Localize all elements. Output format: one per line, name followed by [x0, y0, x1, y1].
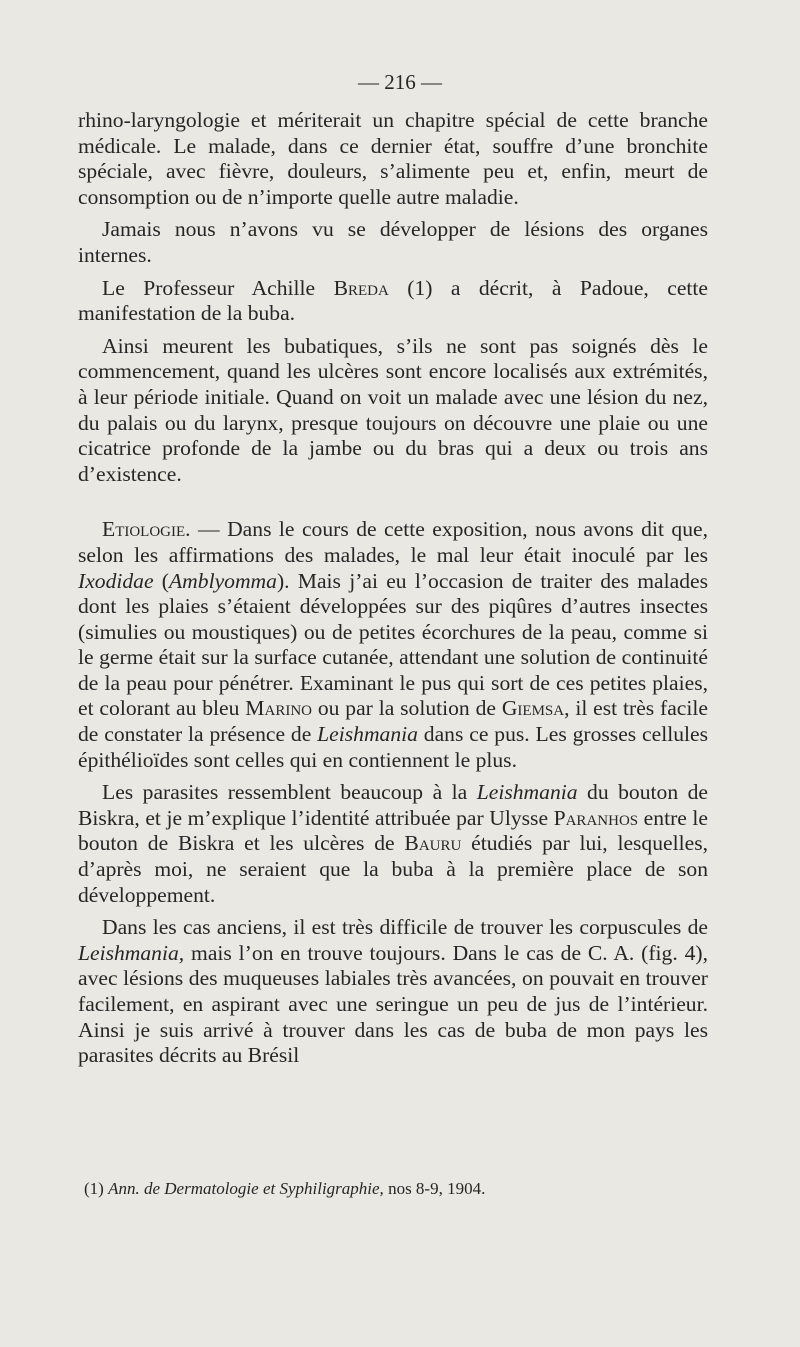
text-run: mais l’on en trouve toujours. Dans le cas de C. A. (fig. 4), avec lésions des muqueuses labiales très avancées, on pouvait en trouver facilement, en aspirant avec une seringue un peu de jus de l’intérieur. Ainsi je suis arrivé à trouver dans les cas de buba de mon pays les parasites décrits au Brésil — [78, 940, 708, 1068]
paragraph-1: rhino-laryngologie et mériterait un chapitre spécial de cette branche médicale. Le malade, dans ce dernier état, souffre d’une bronchite spéciale, avec fièvre, douleurs, s’alimente peu et, enfin, meurt de consomption ou de n’importe quelle autre maladie. — [78, 108, 708, 209]
paragraph-7 — [78, 915, 708, 1069]
italic-term: Ixodidae — [78, 568, 154, 593]
text-run: Le Professeur Achille — [102, 275, 334, 300]
footnote — [78, 1178, 714, 1200]
page-number: — 216 — — [358, 70, 442, 94]
footnote-marker: (1) — [84, 1179, 109, 1198]
proper-name-paranhos: Paranhos — [553, 805, 639, 830]
author-name-breda: Breda — [333, 275, 389, 300]
proper-name-marino: Marino — [245, 696, 312, 721]
text-run: entre le bouton de Biskra et les ulcères de — [78, 805, 708, 856]
text-run: du bouton de Biskra, et je m’explique l’identité attribuée par Ulysse — [78, 780, 708, 830]
text-run: Les parasites ressemblent beaucoup à la — [102, 780, 477, 805]
footnote-journal: Ann. de Dermatologie et Syphiligraphie, — [108, 1179, 384, 1198]
text-run: Dans les cas anciens, il est très difficile de trouver les corpuscules de — [102, 915, 708, 940]
footnote-reference: nos 8-9, 1904. — [383, 1179, 486, 1198]
section-heading-etiology: Etiologie. — [102, 517, 191, 542]
text-run: — Dans le cours de cette exposition, nous avons dit que, selon les affirmations des malades, le mal leur était inoculé par les — [78, 517, 708, 567]
proper-name-giemsa: Giemsa — [501, 696, 565, 721]
text-run: (1) a décrit, à Padoue, cette manifestation de la buba. — [78, 275, 708, 326]
paragraph-3 — [78, 276, 708, 327]
paragraph-2: Jamais nous n’avons vu se développer de lésions des organes internes. — [78, 217, 708, 267]
italic-term: Leishmania — [476, 780, 578, 805]
text-run: , il est très facile de constater la présence de — [78, 696, 708, 747]
paragraph-4: Ainsi meurent les bubatiques, s’ils ne sont pas soignés dès le commencement, quand les ulcères sont encore localisés aux extrémités, à leur période initiale. Quand on voit un malade avec une lésion du nez, du palais ou du larynx, presque toujours on découvre une plaie ou une cicatrice profonde de la jambe ou du bras qui a deux ou trois ans d’existence. — [78, 333, 708, 486]
paragraph-etiology — [78, 517, 708, 773]
text-run: dans ce pus. Les grosses cellules épithélioïdes sont celles qui en contiennent le plus. — [78, 722, 708, 772]
text-run: ou par la solution de — [312, 696, 502, 721]
italic-term: Amblyomma — [168, 568, 277, 593]
text-run: ). Mais j’ai eu l’occasion de traiter des malades dont les plaies s’étaient développées sur des piqûres d’autres insectes (simulies ou moustiques) ou de petites écorchures de la peau, comme si le germe était sur la surface cutanée, attendant une solution de continuité de la peau pour pénétrer. Examinant le pus qui sort de ces petites plaies, et colorant au bleu — [78, 568, 708, 721]
italic-term: Leishmania — [317, 722, 418, 747]
body-text — [78, 108, 708, 1076]
text-run: ( — [153, 568, 169, 593]
text-run: étudiés par lui, lesquelles, d’après moi, ne seraient que la buba à la première place de son développement. — [78, 831, 708, 907]
proper-name-bauru: Bauru — [404, 831, 462, 856]
italic-term: Leishmania, — [78, 940, 185, 965]
paragraph-6 — [78, 780, 708, 908]
